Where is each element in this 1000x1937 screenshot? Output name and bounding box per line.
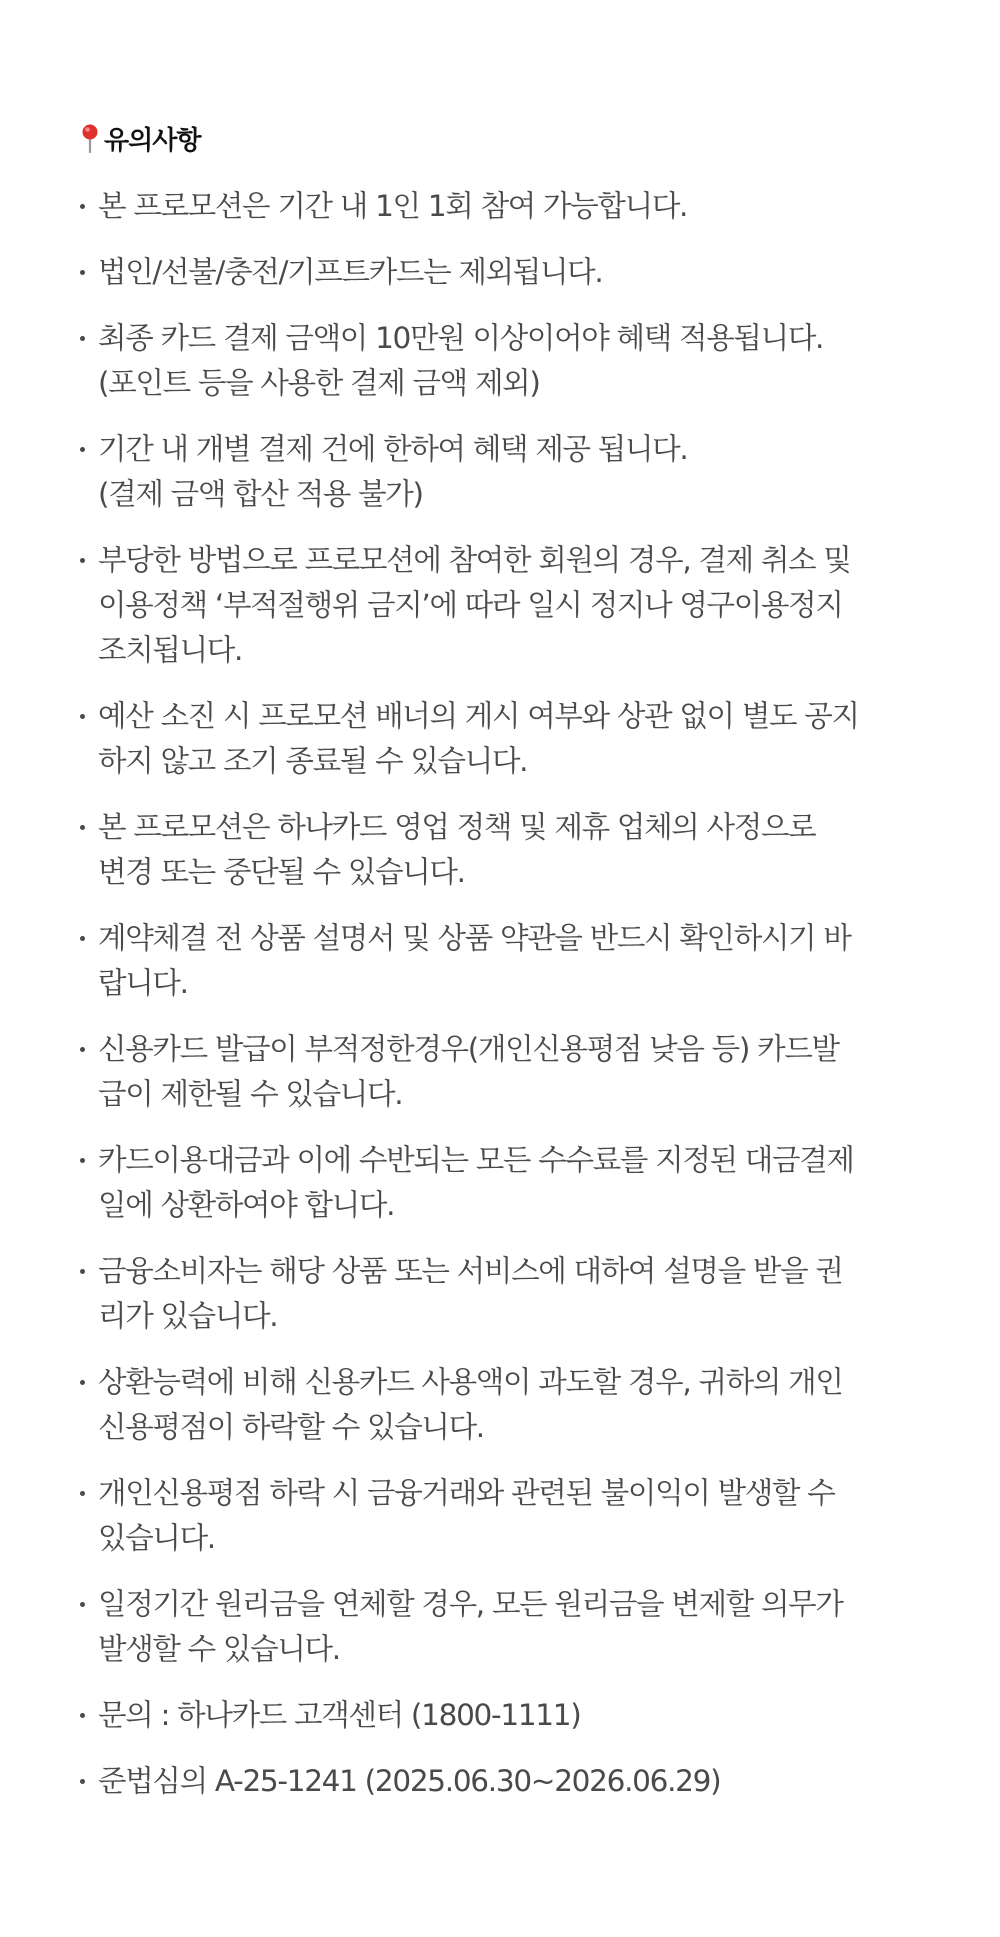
notice-header xyxy=(80,118,940,158)
bullet-icon xyxy=(80,558,85,563)
notice-item-text: 최종 카드 결제 금액이 10만원 이상이어야 혜택 적용됩니다. (포인트 등을 사용한 결제 금액 제외) xyxy=(98,321,824,400)
notice-item xyxy=(80,694,940,784)
notice-item xyxy=(80,1138,940,1228)
bullet-icon xyxy=(80,1779,85,1784)
bullet-icon xyxy=(80,1713,85,1718)
notice-item-text: 본 프로모션은 기간 내 1인 1회 참여 가능합니다. xyxy=(98,189,688,223)
notice-item-text: 문의 : 하나카드 고객센터 (1800-1111) xyxy=(98,1698,581,1732)
notice-item xyxy=(80,1027,940,1117)
notice-item-text: 신용카드 발급이 부적정한경우(개인신용평점 낮음 등) 카드발 급이 제한될 수 있습니다. xyxy=(98,1032,839,1111)
notice-title: 유의사항 xyxy=(104,125,201,156)
bullet-icon xyxy=(80,1269,85,1274)
notice-item xyxy=(80,1249,940,1339)
notice-item-text: 카드이용대금과 이에 수반되는 모든 수수료를 지정된 대금결제 일에 상환하여야 합니다. xyxy=(98,1143,854,1222)
bullet-icon xyxy=(80,1491,85,1496)
notice-item xyxy=(80,538,940,673)
notice-list xyxy=(80,184,940,1804)
bullet-icon xyxy=(80,1602,85,1607)
notice-item-text: 상환능력에 비해 신용카드 사용액이 과도할 경우, 귀하의 개인 신용평점이 하락할 수 있습니다. xyxy=(98,1365,843,1444)
notice-item xyxy=(80,916,940,1006)
notice-item xyxy=(80,427,940,517)
notice-item-text: 개인신용평점 하락 시 금융거래와 관련된 불이익이 발생할 수 있습니다. xyxy=(98,1476,835,1555)
bullet-icon xyxy=(80,714,85,719)
notice-item-text: 법인/선불/충전/기프트카드는 제외됩니다. xyxy=(98,255,603,289)
bullet-icon xyxy=(80,204,85,209)
notice-item-text: 기간 내 개별 결제 건에 한하여 혜택 제공 됩니다. (결제 금액 합산 적용 불가) xyxy=(98,432,688,511)
notice-item-text: 준법심의 A-25-1241 (2025.06.30~2026.06.29) xyxy=(98,1764,721,1798)
notice-item xyxy=(80,805,940,895)
bullet-icon xyxy=(80,1158,85,1163)
notice-item-text: 본 프로모션은 하나카드 영업 정책 및 제휴 업체의 사정으로 변경 또는 중단될 수 있습니다. xyxy=(98,810,816,889)
bullet-icon xyxy=(80,1380,85,1385)
pushpin-icon xyxy=(80,123,100,153)
bullet-icon xyxy=(80,825,85,830)
notice-item xyxy=(80,250,940,295)
notice-item-text: 계약체결 전 상품 설명서 및 상품 약관을 반드시 확인하시기 바 랍니다. xyxy=(98,921,851,1000)
notice-item-text: 금융소비자는 해당 상품 또는 서비스에 대하여 설명을 받을 권 리가 있습니다. xyxy=(98,1254,843,1333)
notice-item xyxy=(80,1693,940,1738)
notice-item-text: 예산 소진 시 프로모션 배너의 게시 여부와 상관 없이 별도 공지 하지 않고 조기 종료될 수 있습니다. xyxy=(98,699,859,778)
notice-item xyxy=(80,316,940,406)
notice-item-text: 일정기간 원리금을 연체할 경우, 모든 원리금을 변제할 의무가 발생할 수 있습니다. xyxy=(98,1587,843,1666)
bullet-icon xyxy=(80,447,85,452)
bullet-icon xyxy=(80,270,85,275)
notice-section xyxy=(80,118,940,1825)
notice-item xyxy=(80,1471,940,1561)
notice-item-text: 부당한 방법으로 프로모션에 참여한 회원의 경우, 결제 취소 및 이용정책 ‘부적절행위 금지’에 따라 일시 정지나 영구이용정지 조치됩니다. xyxy=(98,543,851,667)
bullet-icon xyxy=(80,936,85,941)
notice-item xyxy=(80,1582,940,1672)
notice-item xyxy=(80,1360,940,1450)
bullet-icon xyxy=(80,336,85,341)
bullet-icon xyxy=(80,1047,85,1052)
notice-item xyxy=(80,1759,940,1804)
notice-item xyxy=(80,184,940,229)
